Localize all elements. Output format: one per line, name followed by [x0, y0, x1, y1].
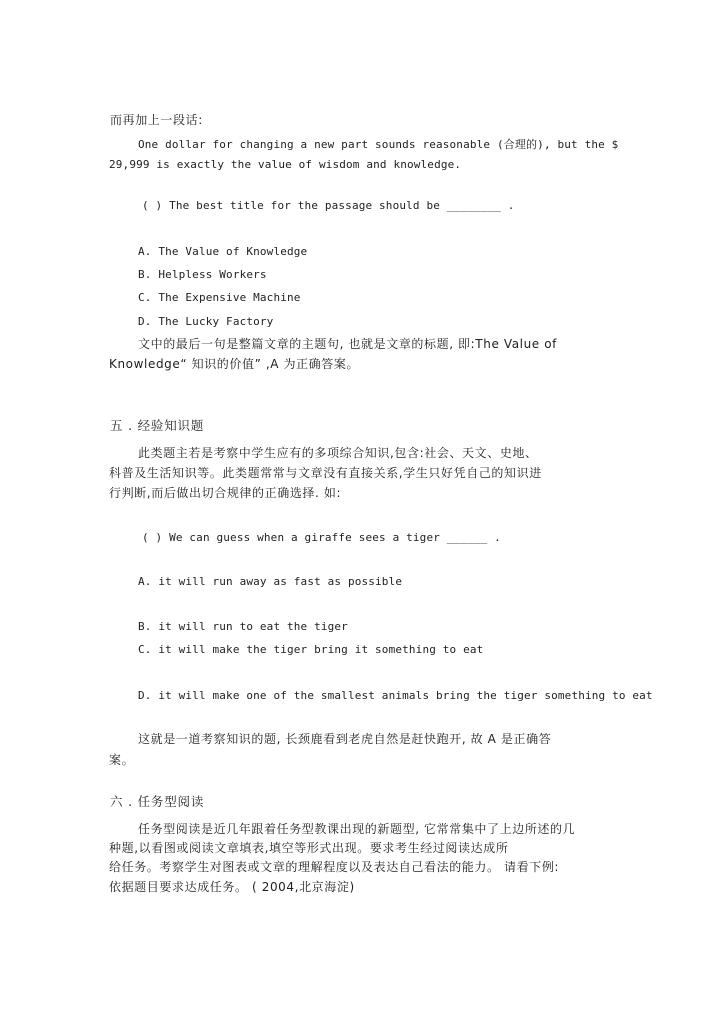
- section6-body-line-3: 给任务。考察学生对图表或文章的理解程度以及表达自己看法的能力。 请看下例:: [109, 860, 560, 874]
- section5-body-line-3: 行判断,而后做出切合规律的正确选择. 如:: [109, 486, 342, 500]
- intro-line: 而再加上一段话:: [110, 113, 203, 127]
- section5-option-b: B. it will run to eat the tiger: [138, 620, 348, 633]
- section5-option-d: D. it will make one of the smallest animals bring the tiger something to eat: [138, 689, 653, 702]
- section5-heading: 五 . 经验知识题: [110, 418, 205, 433]
- passage-line-2: 29,999 is exactly the value of wisdom and knowledge.: [109, 158, 462, 171]
- question1-option-d: D. The Lucky Factory: [138, 315, 274, 328]
- section5-body-line-1: 此类题主若是考察中学生应有的多项综合知识,包含:社会、天文、史地、: [138, 446, 538, 460]
- question1-explanation-line-1: 文中的最后一句是整篇文章的主题句, 也就是文章的标题, 即:The Value of: [138, 337, 557, 351]
- section6-body-line-1: 任务型阅读是近几年跟着任务型教课出现的新题型, 它常常集中了上边所述的几: [138, 822, 576, 836]
- section6-body-line-4: 依据题目要求达成任务。 ( 2004,北京海淀): [109, 880, 355, 894]
- question1-stem: ( ) The best title for the passage should be ________ .: [142, 199, 515, 212]
- question1-option-b: B. Helpless Workers: [138, 268, 267, 281]
- section5-option-c: C. it will make the tiger bring it something to eat: [138, 643, 484, 656]
- question1-option-a: A. The Value of Knowledge: [138, 245, 308, 258]
- section6-heading: 六 . 任务型阅读: [110, 794, 205, 809]
- passage-line-1: One dollar for changing a new part sounds reasonable (合理的), but the $: [138, 138, 619, 151]
- section6-body-line-2: 种题,以看图或阅读文章填表,填空等形式出现。要求考生经过阅读达成所: [109, 841, 509, 855]
- section5-option-a: A. it will run away as fast as possible: [138, 575, 403, 588]
- question1-explanation-line-2: Knowledge“ 知识的价值” ,A 为正确答案。: [109, 357, 360, 371]
- section5-explanation-line-1: 这就是一道考察知识的题, 长颈鹿看到老虎自然是赶快跑开, 故 A 是正确答: [138, 732, 552, 746]
- section5-question-stem: ( ) We can guess when a giraffe sees a tiger ______ .: [142, 531, 501, 544]
- section5-explanation-line-2: 案。: [109, 753, 135, 767]
- section5-body-line-2: 科普及生活知识等。此类题常常与文章没有直接关系,学生只好凭自己的知识进: [109, 466, 542, 480]
- question1-option-c: C. The Expensive Machine: [138, 291, 301, 304]
